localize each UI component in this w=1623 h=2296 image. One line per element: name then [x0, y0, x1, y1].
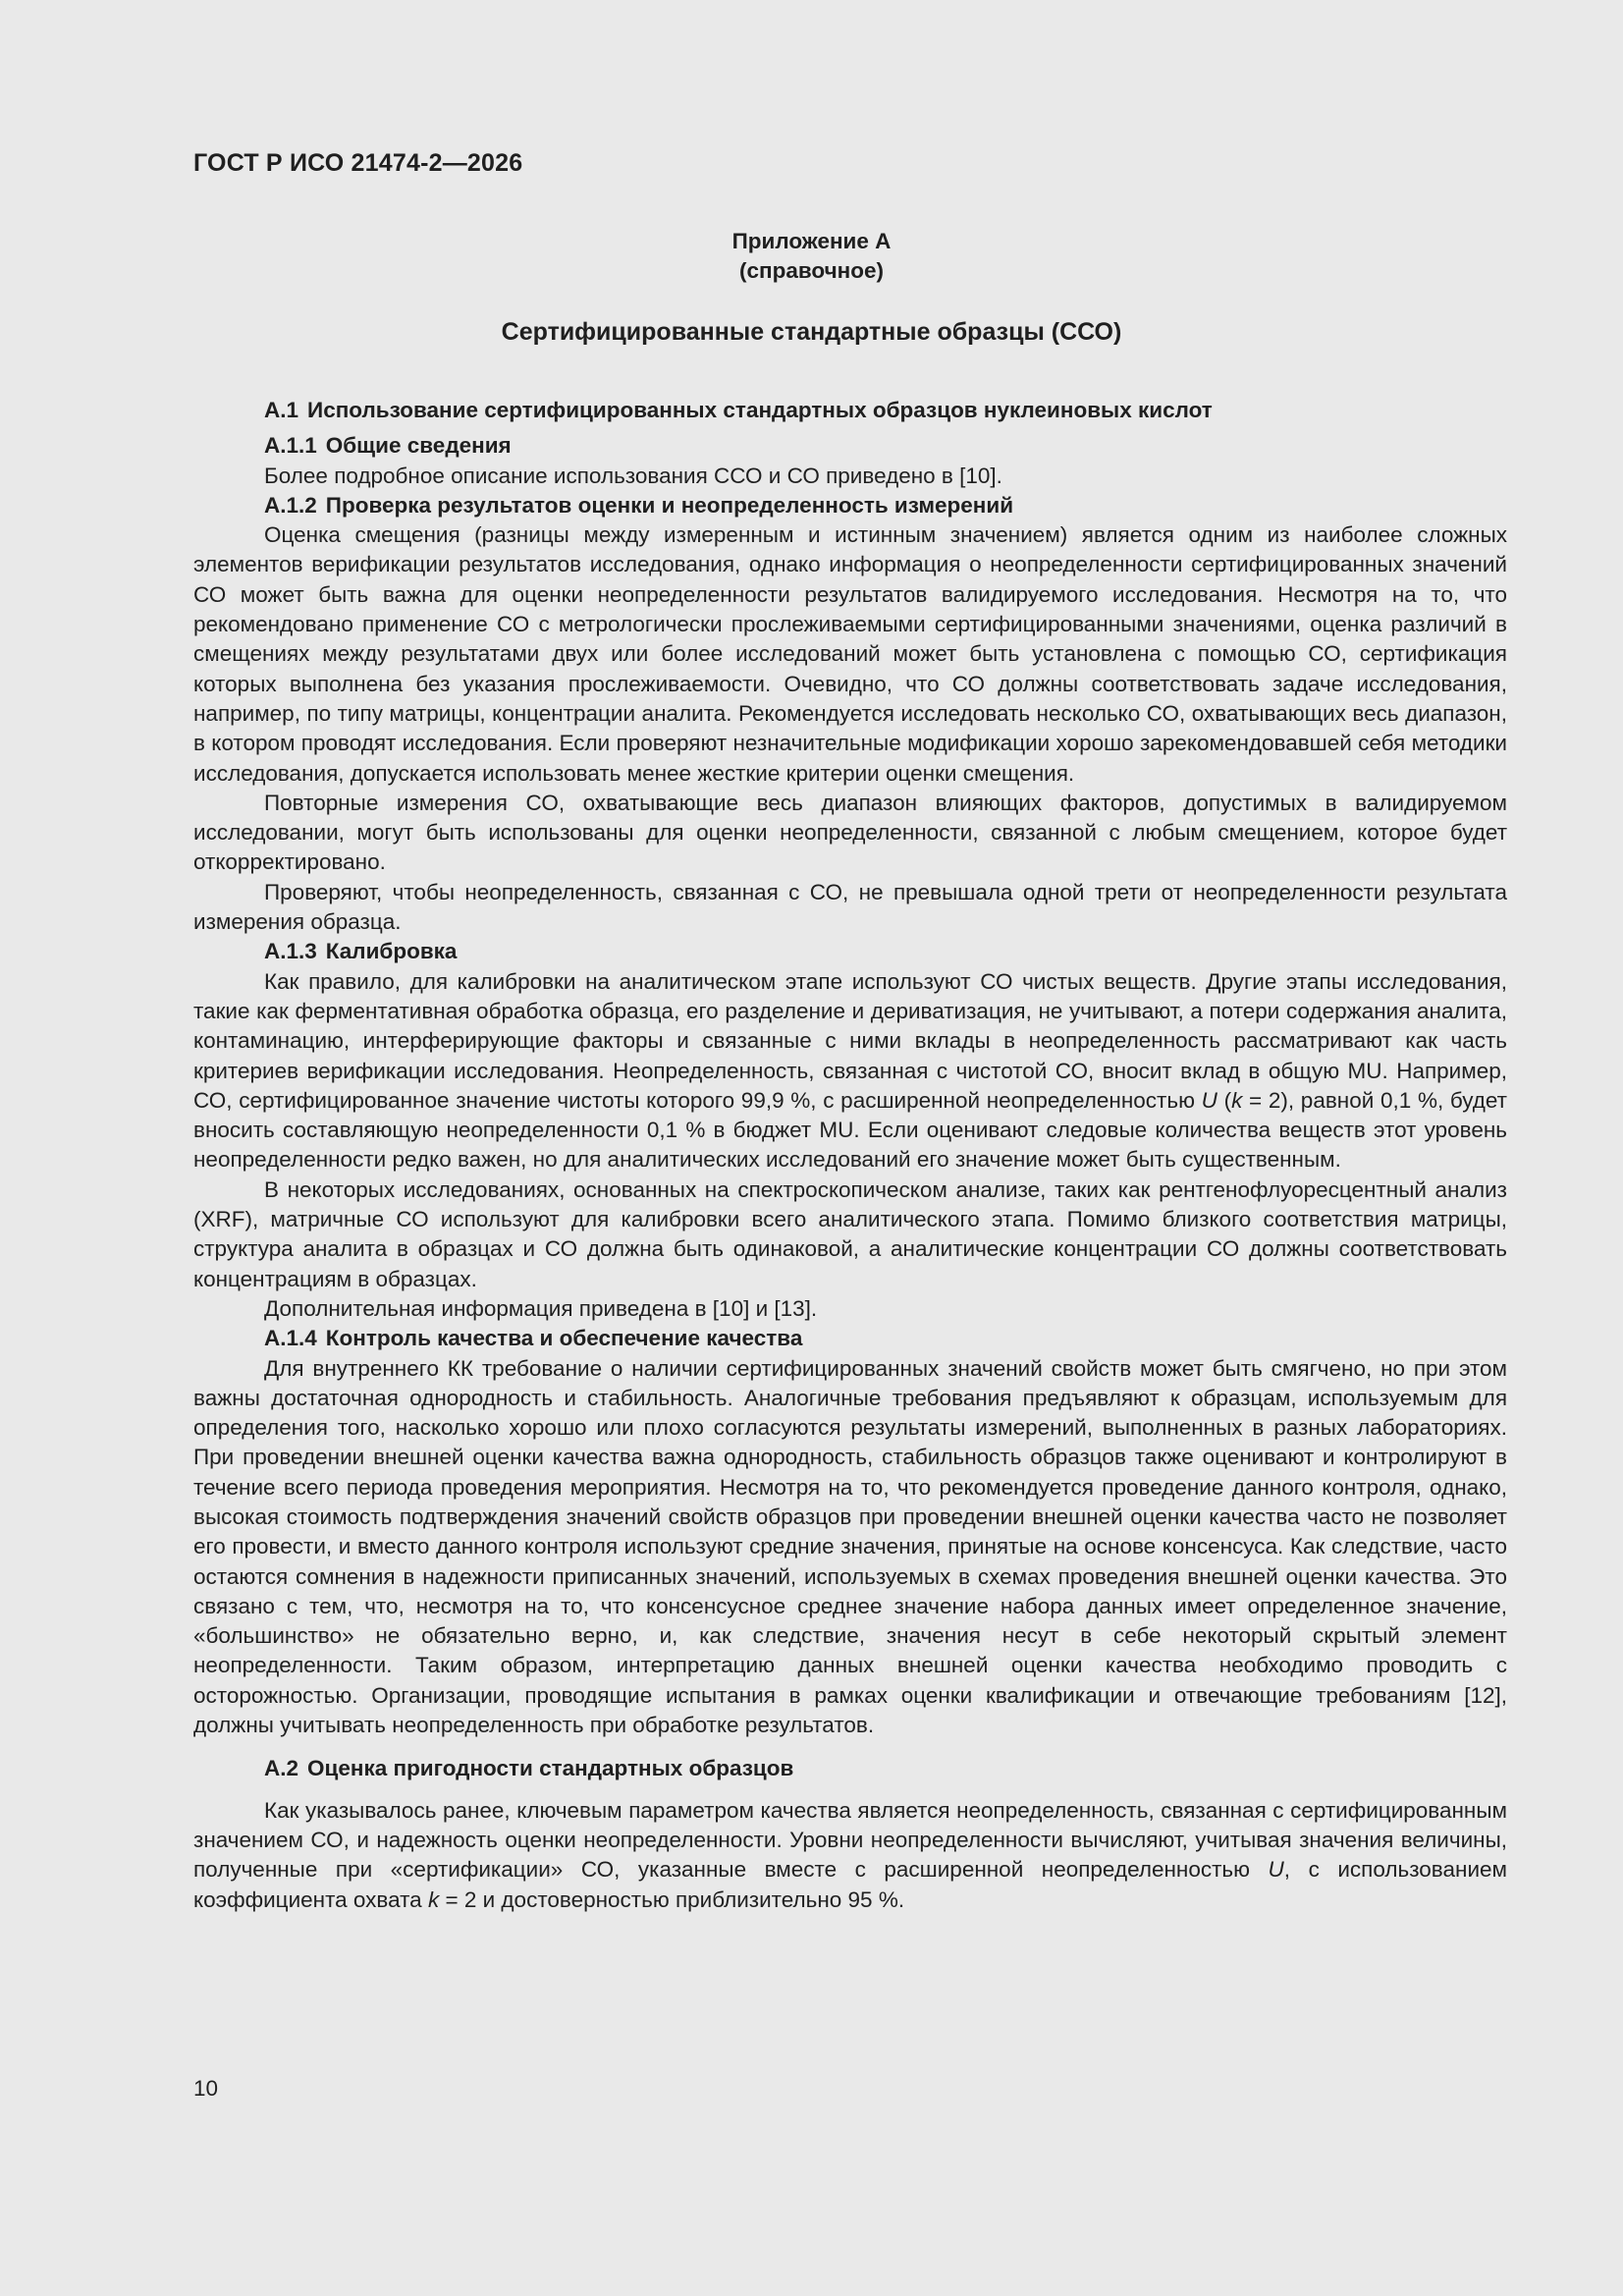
section-heading-a1-3 [193, 937, 1507, 966]
paragraph: Дополнительная информация приведена в [10] и [13]. [264, 1295, 818, 1321]
page-number: 10 [193, 2076, 219, 2101]
section-number: А.1.2 [264, 492, 317, 518]
text-run: = 2), равной 0,1 %, будет вносить составляющую неопределенности 0,1 % в бюджет MU. Если оценивают следовые количества веществ этот уровень неопределенности редко важен, но для аналитических исследований его значение может быть существенным. [193, 1087, 1507, 1173]
section-number: А.2 [264, 1756, 299, 1781]
section-title: Контроль качества и обеспечение качества [325, 1326, 803, 1351]
symbol-k: k [427, 1886, 440, 1912]
section-title: Проверка результатов оценки и неопределенность измерений [325, 492, 1014, 518]
section-heading-a1-4 [193, 1324, 1507, 1353]
annex-label: Приложение А [731, 229, 892, 253]
paragraph: Для внутреннего КК требование о наличии сертифицированных значений свойств может быть смягчено, но при этом важны достаточная однородность и стабильность. Аналогичные требования предъявляют к образцам, используемым для определения того, насколько хорошо или плохо согласуются результаты измерений, выполненных в разных лабораториях. При проведении внешней оценки качества важна однородность, стабильность образцов также оценивают и контролируют в течение всего периода проведения мероприятия. Несмотря на то, что рекомендуется проведение данного контроля, однако, высокая стоимость подтверждения значений свойств образцов при проведении внешней оценки качества часто не позволяет его провести, и вместо данного контроля используют средние значения, принятые на основе консенсуса. Как следствие, часто остаются сомнения в надежности приписанных значений, используемых в схемах проведения внешней оценки качества. Это связано с тем, что, несмотря на то, что консенсусное среднее значение набора данных имеет определенное значение, «большинство» не обязательно верно, и, как следствие, значения несут в себе некоторый скрытый элемент неопределенности. Таким образом, интерпретацию данных внешней оценки качества необходимо проводить с осторожностью. Организации, проводящие испытания в рамках оценки квалификации и отвечающие требованиям [12], должны учитывать неопределенность при обработке результатов. [193, 1355, 1507, 1738]
text-run: = 2 и достоверностью приблизительно 95 %. [439, 1886, 905, 1912]
section-heading-a1-1 [193, 431, 1507, 461]
paragraph: Оценка смещения (разницы между измеренным и истинным значением) является одним из наиболее сложных элементов верификации результатов исследования, однако информация о неопределенности сертифицированных значений СО может быть важна для оценки неопределенности результатов валидируемого исследования. Несмотря на то, что рекомендовано применение СО с метрологически прослеживаемыми сертифицированными значениями, оценка различий в смещениях между результатами двух или более исследований может быть установлена с помощью СО, сертификация которых выполнена без указания прослеживаемости. Очевидно, что СО должны соответствовать задаче исследования, например, по типу матрицы, концентрации аналита. Рекомендуется исследовать несколько СО, охватывающих весь диапазон, в котором проводят исследования. Если проверяют незначительные модификации хорошо зарекомендовавшей себя методики исследования, допускается использовать менее жесткие критерии оценки смещения. [193, 522, 1507, 786]
paragraph-calibration [193, 967, 1507, 1175]
paragraph: В некоторых исследованиях, основанных на спектроскопическом анализе, таких как рентгенофлуоресцентный анализ (XRF), матричные СО используют для калибровки всего аналитического этапа. Помимо близкого соответствия матрицы, структура аналита в образцах и СО должна быть одинаковой, а аналитические концентрации СО должны соответствовать концентрациям в образцах. [193, 1176, 1507, 1291]
paragraph: Более подробное описание использования ССО и СО приведено в [10]. [264, 463, 1002, 488]
document-body [193, 396, 1507, 1915]
section-title: Оценка пригодности стандартных образцов [307, 1756, 794, 1781]
section-number: А.1.4 [264, 1326, 317, 1351]
section-heading-a2 [193, 1754, 1507, 1783]
section-heading-a1-2 [193, 491, 1507, 520]
paragraph: Проверяют, чтобы неопределенность, связанная с СО, не превышала одной трети от неопределенности результата измерения образца. [193, 879, 1507, 935]
text-run: ( [1217, 1087, 1232, 1113]
section-title: Использование сертифицированных стандартных образцов нуклеиновых кислот [307, 398, 1213, 422]
annex-status: (справочное) [739, 258, 884, 283]
text-run: Как указывалось ранее, ключевым параметром качества является неопределенность, связанная с сертифицированным значением СО, и надежность оценки неопределенности. Уровни неопределенности вычисляют, учитывая значения величины, полученные при «сертификации» СО, указанные вместе с расширенной неопределенностью [193, 1797, 1507, 1883]
section-number: А.1.1 [264, 433, 317, 459]
section-heading-a1 [193, 396, 1507, 425]
text-run: , с использованием коэффициента охвата [193, 1857, 1507, 1912]
annex-title: Сертифицированные стандартные образцы (ССО) [501, 318, 1122, 346]
text-run: Как правило, для калибровки на аналитическом этапе используют СО чистых веществ. Другие этапы исследования, такие как ферментативная обработка образца, его разделение и дериватизация, не учитывают, а потери содержания аналита, контаминацию, интерферирующие факторы и связанные с ними вклады в неопределенность рассматривают как часть критериев верификации исследования. Неопределенность, связанная с чистотой СО, вносит вклад в общую MU. Например, СО, сертифицированное значение чистоты которого 99,9 %, с расширенной неопределенностью [193, 968, 1507, 1113]
section-title: Общие сведения [325, 433, 512, 459]
symbol-u: U [1268, 1857, 1284, 1883]
section-number: А.1 [264, 398, 299, 422]
symbol-k: k [1231, 1087, 1243, 1113]
paragraph: Повторные измерения СО, охватывающие весь диапазон влияющих факторов, допустимых в валидируемом исследовании, могут быть использованы для оценки неопределенности, связанной с любым смещением, которое будет откорректировано. [193, 790, 1507, 875]
paragraph-suitability [193, 1796, 1507, 1915]
document-id-header: ГОСТ Р ИСО 21474-2—2026 [193, 149, 523, 177]
annex-heading [0, 227, 1623, 286]
symbol-u: U [1201, 1087, 1217, 1113]
section-number: А.1.3 [264, 939, 317, 964]
section-title: Калибровка [325, 939, 458, 964]
